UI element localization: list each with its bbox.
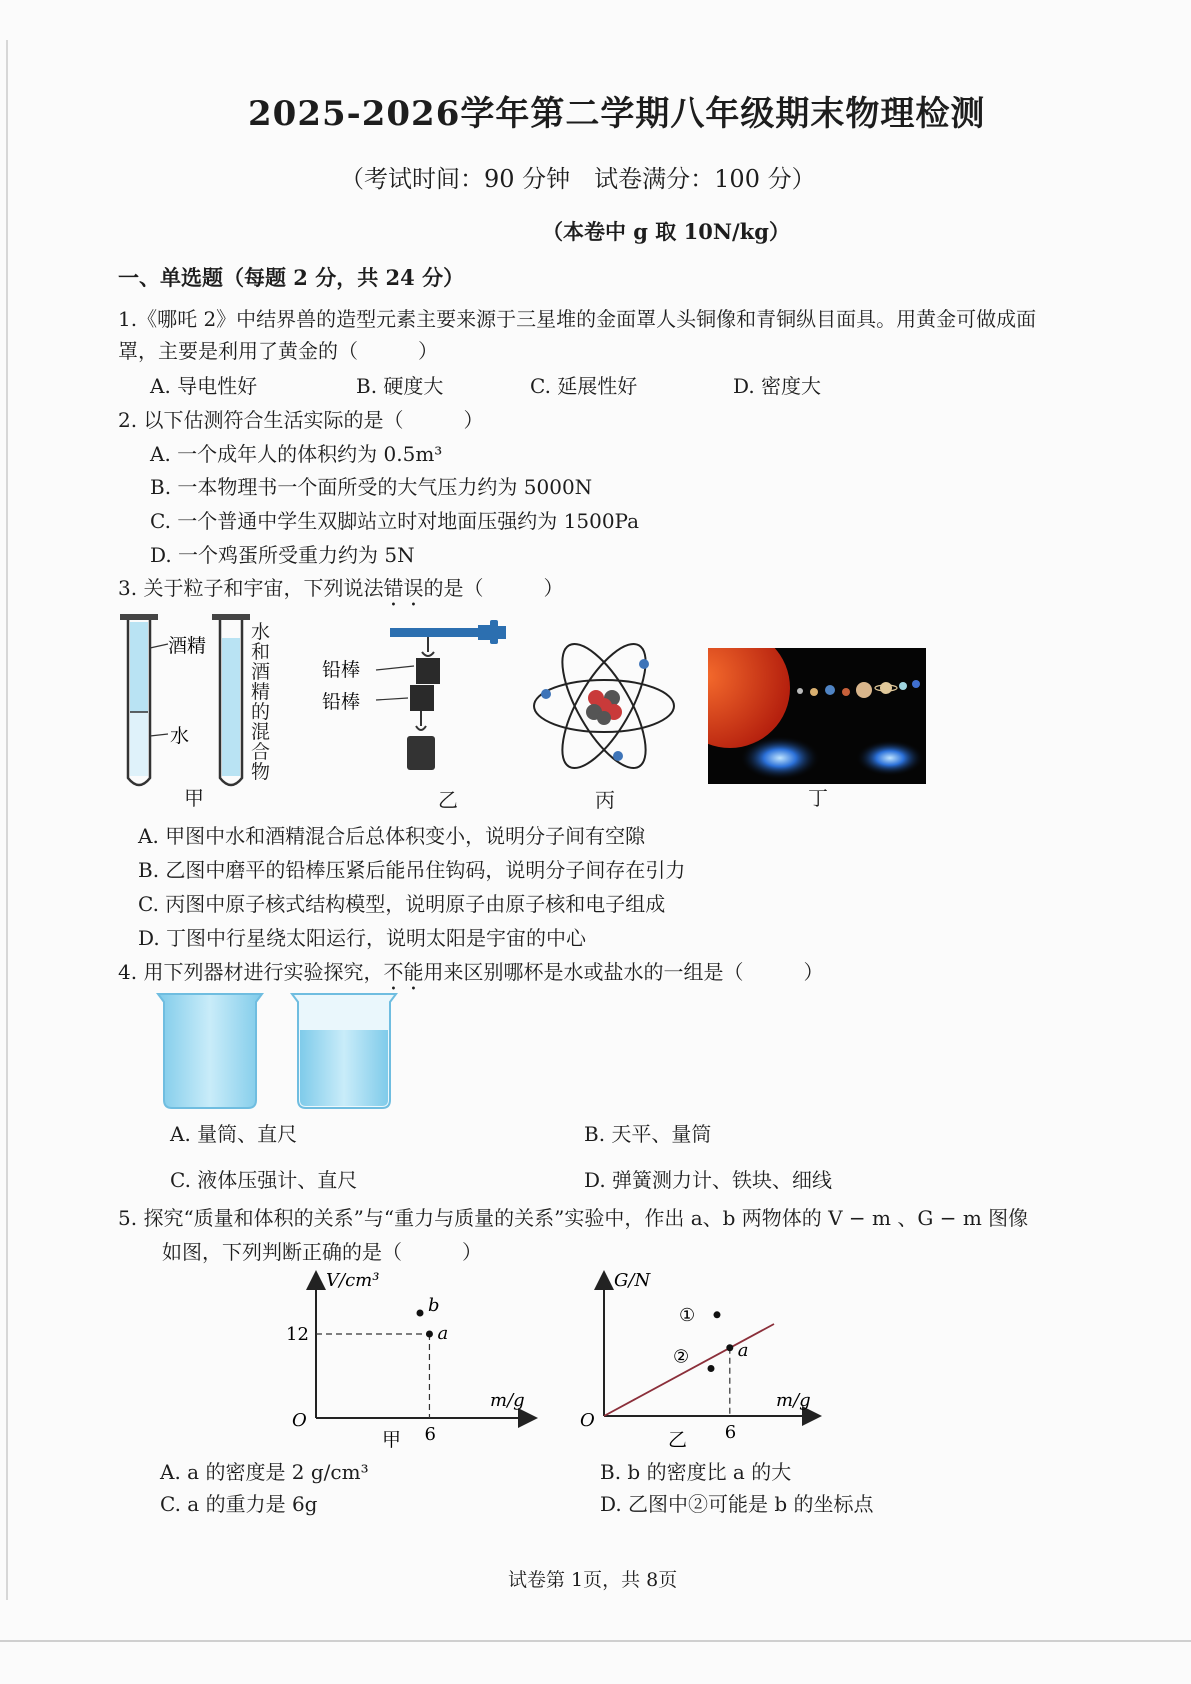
q4-stem-emphasis: 不能	[383, 960, 424, 984]
q3-option-b: B. 乙图中磨平的铅棒压紧后能吊住钩码，说明分子间存在引力	[138, 858, 686, 882]
q2-option-d: D. 一个鸡蛋所受重力约为 5N	[150, 543, 415, 567]
exam-info: （考试时间：90 分钟 试卷满分：100 分）	[340, 165, 816, 193]
q1-option-c: C. 延展性好	[530, 374, 638, 398]
q3-option-d: D. 丁图中行星绕太阳运行，说明太阳是宇宙的中心	[138, 926, 587, 950]
chart-jia-y-label: V/cm³	[326, 1270, 380, 1291]
chart-jia-caption: 甲	[382, 1429, 402, 1451]
fig-bing-atom-model	[534, 632, 674, 779]
chart-yi-origin: O	[580, 1410, 595, 1431]
label-lead-rod-1: 铅棒	[322, 659, 361, 681]
q4-option-a: A. 量筒、直尺	[170, 1122, 298, 1146]
q3-stem-pre: 3. 关于粒子和宇宙，下列说法	[118, 576, 384, 600]
q4-beakers	[150, 990, 450, 1120]
chart-yi-series-line	[604, 1324, 774, 1416]
q5-option-b: B. b 的密度比 a 的大	[600, 1460, 792, 1484]
bottom-rule	[0, 1640, 1191, 1642]
q1-line1: 1.《哪吒 2》中结界兽的造型元素主要来源于三星堆的金面罩人头铜像和青铜纵目面具。用黄金可做成面	[118, 307, 1037, 331]
q5-option-a: A. a 的密度是 2 g/cm³	[160, 1460, 369, 1484]
label-alcohol: 酒精	[168, 635, 207, 657]
q4-option-b: B. 天平、量筒	[584, 1122, 712, 1146]
fig-yi-caption: 乙	[438, 788, 458, 812]
q2-option-c: C. 一个普通中学生双脚站立时对地面压强约为 1500Pa	[150, 509, 640, 533]
chart-yi-x-tick: 6	[724, 1422, 737, 1443]
q2-option-b: B. 一本物理书一个面所受的大气压力约为 5000N	[150, 475, 593, 499]
q3-stem-post: 的是（ ）	[423, 576, 564, 600]
q3-stem	[118, 574, 563, 611]
q1-option-d: D. 密度大	[733, 374, 822, 398]
fig-ding-solar-system	[670, 628, 926, 784]
fig-yi-lead-rods	[322, 620, 506, 770]
chart-yi-y-label: G/N	[614, 1270, 651, 1291]
chart-jia-point-a	[426, 1331, 433, 1338]
q3-option-a: A. 甲图中水和酒精混合后总体积变小，说明分子间有空隙	[138, 824, 646, 848]
fig-jia-test-tubes	[120, 614, 250, 785]
section-heading: 一、单选题（每题 2 分，共 24 分）	[118, 265, 465, 290]
label-lead-rod-2: 铅棒	[322, 691, 361, 713]
chart-jia	[286, 1270, 534, 1451]
chart-yi-x-label: m/g	[776, 1390, 811, 1411]
label-water: 水	[170, 725, 190, 747]
chart-jia-point-b	[417, 1310, 424, 1317]
q1-option-a: A. 导电性好	[150, 374, 258, 398]
q5-line1: 5. 探究“质量和体积的关系”与“重力与质量的关系”实验中，作出 a、b 两物体的 V − m 、G − m 图像	[118, 1206, 1029, 1230]
page-title: 2025-2026学年第二学期八年级期末物理检测	[248, 94, 986, 134]
q4-option-c: C. 液体压强计、直尺	[170, 1168, 358, 1192]
chart-jia-x-tick: 6	[424, 1424, 436, 1445]
q2-option-a: A. 一个成年人的体积约为 0.5m³	[150, 442, 443, 466]
q3-stem-emphasis: 错误	[383, 576, 424, 600]
q5-option-c: C. a 的重力是 6g	[160, 1492, 318, 1516]
beaker-right	[292, 994, 396, 1108]
q4-stem-post: 用来区别哪杯是水或盐水的一组是（ ）	[423, 960, 824, 984]
fig-ding-caption: 丁	[808, 786, 828, 810]
chart-jia-point-b-label: b	[428, 1295, 440, 1316]
q1-line2: 罩，主要是利用了黄金的（ ）	[118, 339, 438, 363]
q5-charts	[0, 1266, 1191, 1466]
chart-yi-point-2	[708, 1365, 715, 1372]
chart-yi-point-a	[726, 1344, 733, 1351]
g-note: （本卷中 g 取 10N/kg）	[542, 219, 790, 244]
q3-option-c: C. 丙图中原子核式结构模型，说明原子由原子核和电子组成	[138, 892, 666, 916]
chart-yi	[580, 1270, 818, 1451]
chart-jia-x-label: m/g	[490, 1390, 525, 1411]
chart-yi-caption: 乙	[668, 1429, 688, 1451]
fig-jia-caption: 甲	[184, 786, 204, 810]
page-footer: 试卷第 1页，共 8页	[508, 1569, 678, 1591]
q5-line2: 如图，下列判断正确的是（ ）	[162, 1240, 482, 1264]
q4-option-d: D. 弹簧测力计、铁块、细线	[584, 1168, 833, 1192]
label-mixture-vertical: 水和酒精的混合物	[251, 621, 271, 783]
chart-yi-point-a-label: a	[737, 1339, 749, 1361]
q1-option-b: B. 硬度大	[356, 374, 444, 398]
chart-yi-point-1-label: ①	[679, 1304, 696, 1326]
q2-stem: 2. 以下估测符合生活实际的是（ ）	[118, 408, 484, 432]
q5-option-d: D. 乙图中②可能是 b 的坐标点	[600, 1492, 874, 1516]
chart-jia-origin: O	[292, 1410, 307, 1431]
chart-jia-point-a-label: a	[437, 1323, 449, 1344]
chart-yi-point-1	[714, 1311, 721, 1318]
chart-yi-point-2-label: ②	[673, 1346, 690, 1368]
fig-bing-caption: 丙	[595, 788, 615, 812]
chart-jia-y-tick: 12	[286, 1324, 309, 1345]
beaker-left	[158, 994, 262, 1108]
q4-stem-pre: 4. 用下列器材进行实验探究，	[118, 960, 384, 984]
